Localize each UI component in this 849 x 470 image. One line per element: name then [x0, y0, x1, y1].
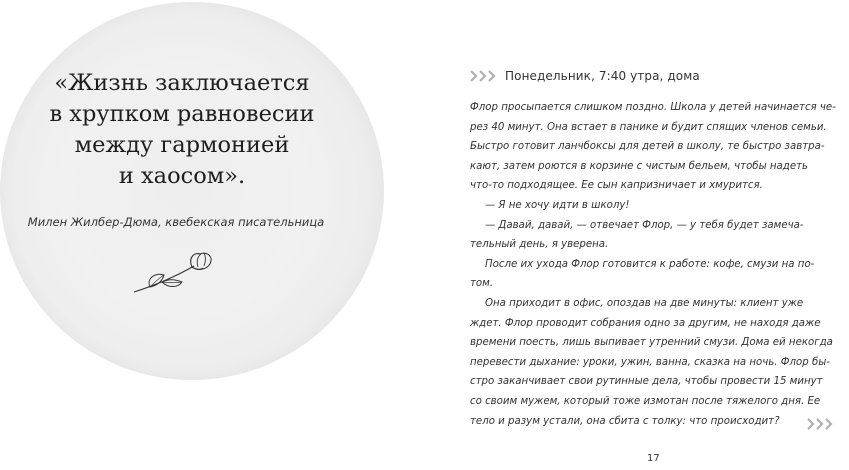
text-line: Флор просыпается слишком поздно. Школа у детей начинается че- — [470, 102, 836, 113]
text-line: Она приходит в офис, опоздав на две минуты: клиент уже — [485, 297, 804, 309]
text-line: времени поесть, лишь выпивает утренний смузи. Дома ей некогда — [470, 337, 833, 349]
page-number: 17 — [647, 453, 660, 464]
scene-title: Понедельник, 7:40 утра, дома — [505, 69, 700, 83]
text-line: кают, затем роются в корзине с чистым бельем, чтобы надеть — [470, 160, 809, 172]
text-line: тельный день, я уверена. — [470, 239, 609, 251]
text-line: — Я не хочу идти в школу! — [485, 199, 630, 211]
epigraph-quote — [22, 68, 342, 192]
text-line: том. — [470, 278, 494, 290]
right-page — [430, 0, 849, 470]
chevrons-right-icon — [807, 418, 834, 430]
text-line: После их ухода Флор готовится к работе: кофе, смузи на по- — [485, 258, 815, 270]
text-line: перевести дыхание: уроки, ужин, ванна, сказка на ночь. Флор бы- — [470, 356, 830, 368]
left-page — [0, 0, 420, 470]
quote-author: Милен Жилбер-Дюма, квебекская писательница — [27, 215, 325, 229]
text-line: ждет. Флор проводит собрания одно за другим, не находя даже — [470, 317, 821, 329]
quote-line: между гармонией — [74, 132, 290, 158]
text-line: стро заканчивает свои рутинные дела, чтобы провести 15 минут — [470, 376, 823, 388]
text-line: что-то подходящее. Ее сын капризничает и хмурится. — [470, 180, 763, 192]
text-line: — Давай, давай, — отвечает Флор, — у тебя будет замеча- — [485, 219, 804, 231]
flower-icon — [128, 248, 218, 298]
scene-header — [470, 69, 700, 83]
quote-line: в хрупком равновесии — [49, 101, 315, 127]
quote-line: и хаосом». — [118, 163, 246, 189]
chevrons-right-icon — [470, 70, 497, 82]
text-line: рез 40 минут. Она встает в панике и будит спящих членов семьи. — [470, 121, 827, 133]
body-text — [470, 98, 848, 431]
quote-line: «Жизнь заключается — [54, 70, 310, 96]
text-line: тело и разум устали, она сбита с толку: что происходит? — [470, 415, 780, 427]
text-line: со своим мужем, который тоже измотан после тяжелого дня. Ее — [470, 395, 821, 407]
text-line: Быстро готовит ланчбоксы для детей в школу, те быстро завтра- — [470, 141, 825, 153]
